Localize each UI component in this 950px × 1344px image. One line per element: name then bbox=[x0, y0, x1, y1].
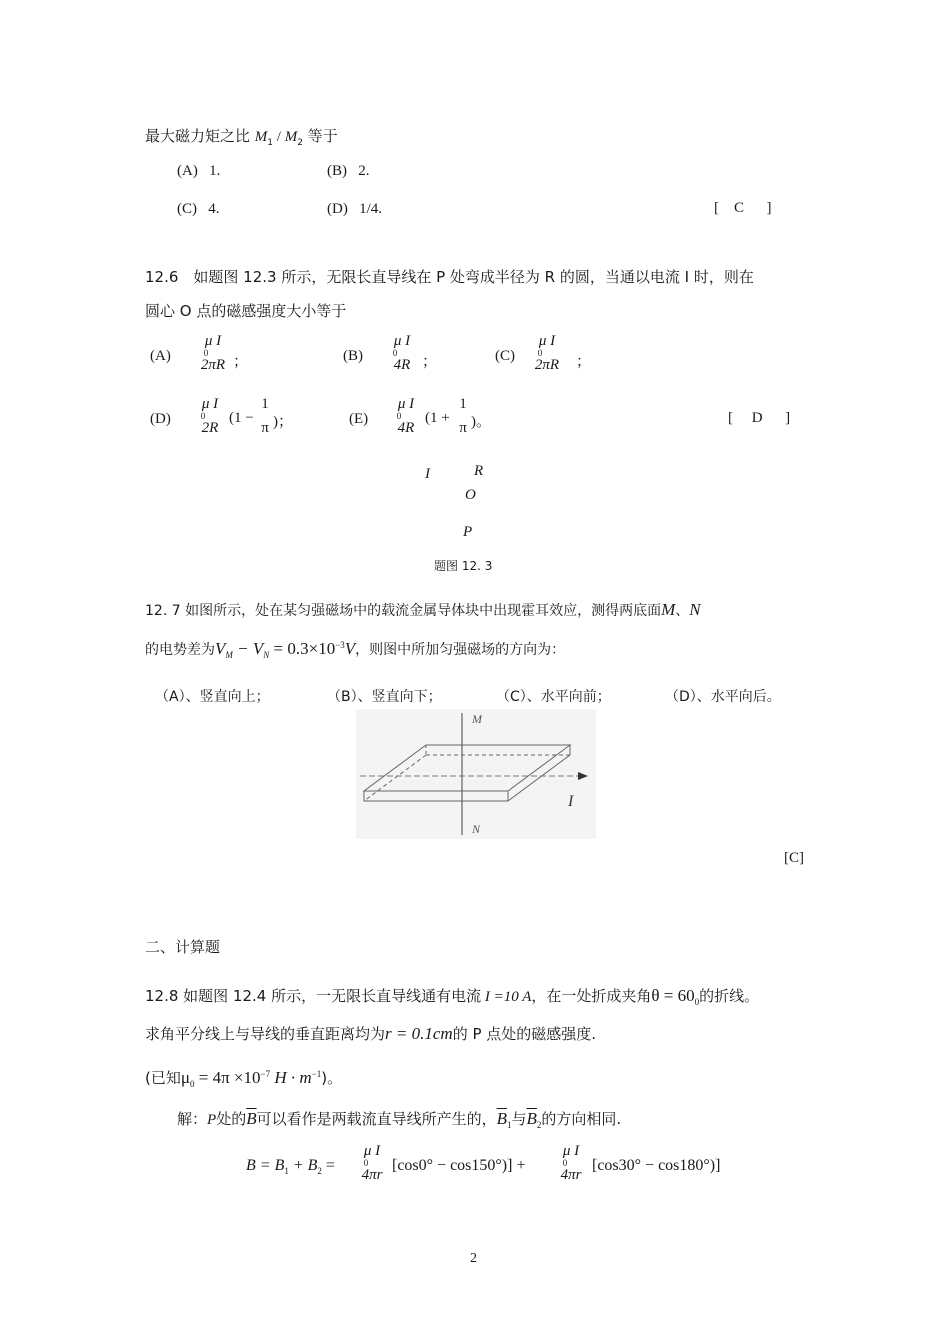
q12-8-line1: 12.8 如题图 12.4 所示，一无限长直导线通有电流 I =10 A，在一处折成夹角$\theta = 60_0$的折线。 bbox=[145, 986, 760, 1007]
q12-5-option-a: (A) 1. bbox=[177, 163, 221, 179]
q12-5-stem: 最大磁力矩之比 $M_1 / M_2$ 等于 bbox=[145, 127, 338, 148]
q12-6-option-d-inner-fraction: 1 π bbox=[261, 396, 269, 436]
q12-6-option-c-tail: ； bbox=[576, 354, 592, 370]
q12-6-option-d-label: (D) bbox=[150, 411, 171, 427]
hall-label-n: N bbox=[472, 822, 481, 836]
q12-6-option-a-fraction: μ I 0 2πR bbox=[200, 333, 226, 373]
hall-label-m: M bbox=[472, 712, 482, 726]
q12-7-option-a: （A）、竖直向上； bbox=[155, 689, 270, 705]
hall-label-i: I bbox=[568, 793, 574, 810]
q12-8-equation-frac2: μ I 0 4πr bbox=[560, 1143, 582, 1183]
q12-8-equation-lhs: $B = B_1 + B_2$ = bbox=[246, 1157, 335, 1176]
q12-8-known: (已知$\mu_0 = 4\pi \times 10^{-7}$ $H \cdot m^{-1}$)。 bbox=[145, 1068, 343, 1089]
q12-6-option-e-inner-fraction: 1 π bbox=[459, 396, 467, 436]
q12-7-answer: [C] bbox=[784, 850, 804, 866]
q12-6-option-b-tail: ； bbox=[422, 354, 438, 370]
q12-8-equation-frac1: μ I 0 4πr bbox=[361, 1143, 383, 1183]
q12-6-option-d-tail: )； bbox=[273, 414, 293, 430]
page-number: 2 bbox=[470, 1251, 477, 1266]
q12-6-answer: [ D ] bbox=[728, 410, 791, 426]
fig12-3-caption: 题图 12. 3 bbox=[434, 559, 493, 573]
q12-5-option-b: (B) 2. bbox=[327, 163, 370, 179]
q12-6-option-b-fraction: μ I 0 4R bbox=[392, 333, 411, 373]
q12-5-option-d: (D) 1/4. bbox=[327, 201, 382, 217]
q12-6-option-a-tail: ； bbox=[233, 354, 249, 370]
fig12-3-label-o: O bbox=[465, 487, 476, 503]
q12-5-option-c: (C) 4. bbox=[177, 201, 220, 217]
hall-effect-figure bbox=[356, 709, 596, 839]
q12-7-line1: 12. 7 如图所示，处在某匀强磁场中的载流金属导体块中出现霍耳效应，测得两底面M、N bbox=[145, 600, 701, 619]
fig12-3-label-r: R bbox=[474, 463, 484, 479]
q12-8-equation-term2: [cos30° − cos180°)] bbox=[592, 1157, 721, 1174]
q12-8-equation-term1: [cos0° − cos150°)] + bbox=[392, 1157, 526, 1174]
q12-6-option-e-fraction: μ I 0 4R bbox=[396, 396, 415, 436]
q12-6-option-e-tail: )。 bbox=[471, 414, 491, 430]
q12-7-option-d: （D）、水平向后。 bbox=[665, 689, 781, 705]
q12-6-option-b-label: (B) bbox=[343, 348, 363, 364]
q12-6-line1: 12.6 如题图 12.3 所示，无限长直导线在 P 处弯成半径为 R 的圆，当通以电流 I 时，则在 bbox=[145, 268, 754, 286]
q12-7-option-b: （B）、竖直向下； bbox=[327, 689, 442, 705]
q12-6-option-d-fraction: μ I 0 2R bbox=[200, 396, 219, 436]
fig12-3-label-p: P bbox=[463, 524, 473, 540]
q12-5-answer: [ C ] bbox=[714, 200, 772, 216]
q12-8-solution-intro: 解：P处的$\overline{B}$可以看作是两载流直导线所产生的，$\overline{B}_1$与$\overline{B}_2$的方向相同. bbox=[177, 1109, 622, 1130]
q12-7-line2: 的电势差为$V_M - V_N = 0.3\times 10^{-3}V$，则图中所加匀强磁场的方向为： bbox=[145, 639, 566, 660]
fig12-3-label-i: I bbox=[425, 466, 430, 482]
section-title: 二、计算题 bbox=[145, 938, 221, 956]
q12-6-option-a-label: (A) bbox=[150, 348, 171, 364]
q12-7-option-c: （C）、水平向前； bbox=[496, 689, 611, 705]
q12-6-option-e-label: (E) bbox=[349, 411, 369, 427]
q12-6-option-e-paren: (1 + bbox=[425, 410, 450, 426]
q12-6-option-c-fraction: μ I 0 2πR bbox=[534, 333, 560, 373]
q12-6-option-c-label: (C) bbox=[495, 348, 515, 364]
q12-8-line2: 求角平分线上与导线的垂直距离均为r = 0.1cm的 P 点处的磁感强度. bbox=[145, 1024, 597, 1043]
q12-6-line2: 圆心 O 点的磁感强度大小等于 bbox=[145, 302, 347, 320]
q12-6-option-d-paren: (1 − bbox=[229, 410, 254, 426]
